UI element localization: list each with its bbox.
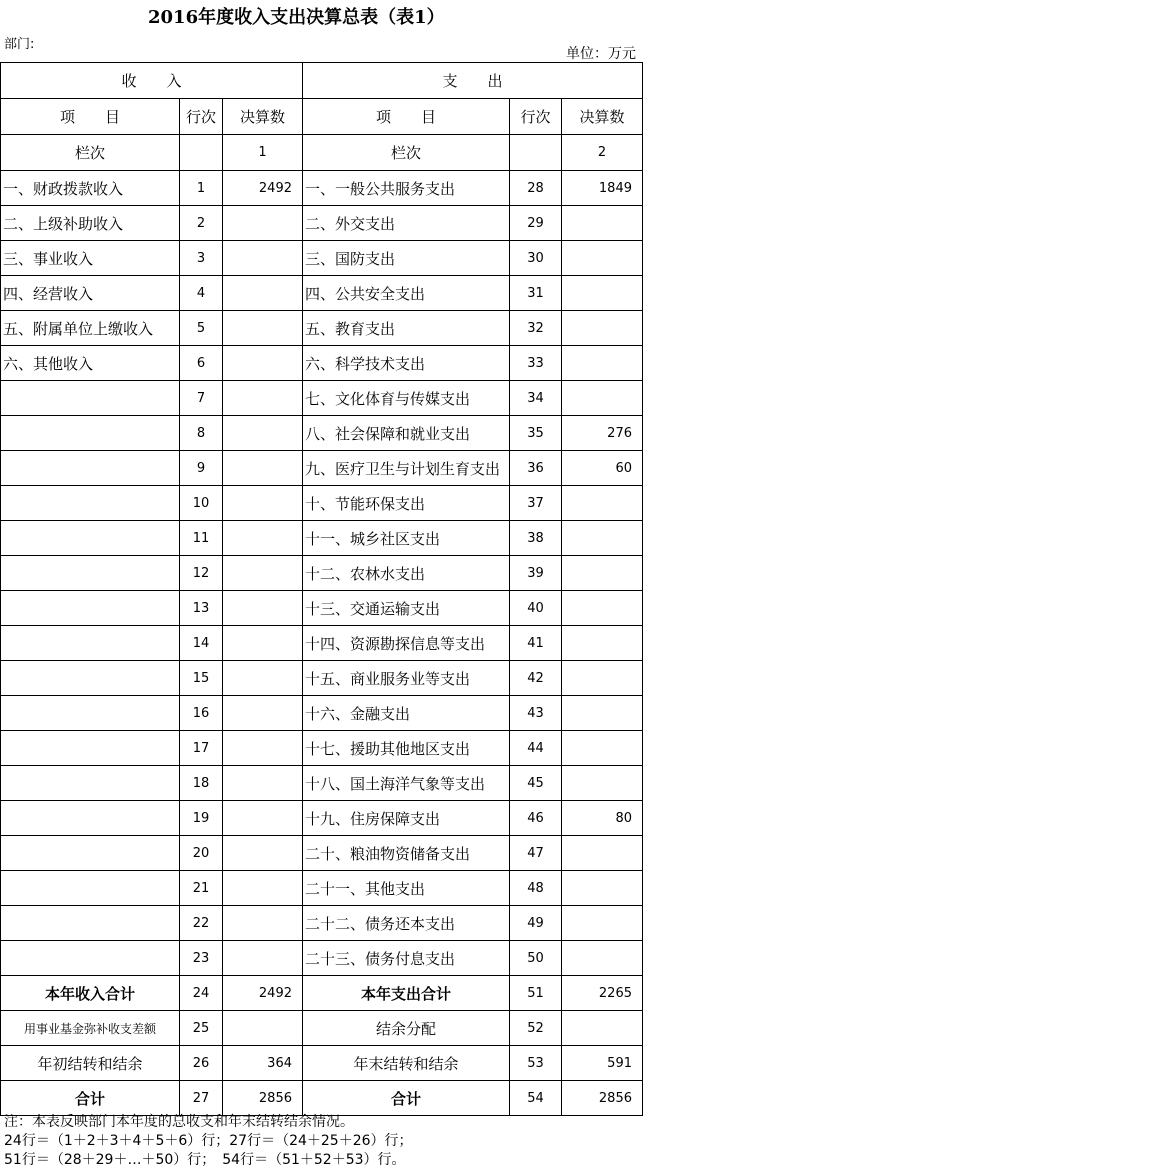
income-amount: [223, 521, 303, 556]
income-row-no: 3: [180, 241, 223, 276]
income-amount: [223, 801, 303, 836]
footnote-line: 注：本表反映部门本年度的总收支和年末结转结余情况。: [4, 1114, 354, 1130]
table-row: [1, 836, 643, 871]
income-amount: [223, 241, 303, 276]
expense-row-no: 40: [510, 591, 562, 626]
income-column-index-label: 栏次: [1, 135, 180, 171]
expense-row-no: 32: [510, 311, 562, 346]
income-row-no: 14: [180, 626, 223, 661]
income-row-no: 17: [180, 731, 223, 766]
expense-item: 十四、资源勘探信息等支出: [303, 626, 510, 661]
income-summary-row-no: 24: [180, 976, 223, 1011]
income-item: 一、财政拨款收入: [1, 171, 180, 206]
table-row: [1, 451, 643, 486]
table-row: [1, 591, 643, 626]
income-item: [1, 941, 180, 976]
expense-item: 四、公共安全支出: [303, 276, 510, 311]
income-item-header: 项 目: [1, 99, 180, 135]
expense-item: 十七、援助其他地区支出: [303, 731, 510, 766]
income-row-no: 15: [180, 661, 223, 696]
income-amount: [223, 661, 303, 696]
income-rowno-header: 行次: [180, 99, 223, 135]
expense-amount: [562, 556, 643, 591]
expense-row-no: 38: [510, 521, 562, 556]
income-item: [1, 836, 180, 871]
income-item: [1, 381, 180, 416]
expense-summary-amount: 2856: [562, 1081, 643, 1116]
summary-row: [1, 976, 643, 1011]
income-row-no: 4: [180, 276, 223, 311]
income-summary-item: 合计: [1, 1081, 180, 1116]
expense-row-no: 37: [510, 486, 562, 521]
income-item: 四、经营收入: [1, 276, 180, 311]
expense-summary-item: 本年支出合计: [303, 976, 510, 1011]
income-item: 三、事业收入: [1, 241, 180, 276]
income-summary-amount: 2856: [223, 1081, 303, 1116]
expense-row-no: 34: [510, 381, 562, 416]
income-summary-item: 年初结转和结余: [1, 1046, 180, 1081]
expense-summary-item: 年末结转和结余: [303, 1046, 510, 1081]
expense-section-header: 支 出: [303, 63, 643, 99]
expense-summary-row-no: 52: [510, 1011, 562, 1046]
expense-row-no: 39: [510, 556, 562, 591]
table-row: [1, 906, 643, 941]
expense-item: 二十、粮油物资储备支出: [303, 836, 510, 871]
income-item: [1, 556, 180, 591]
expense-row-no: 47: [510, 836, 562, 871]
income-row-no: 21: [180, 871, 223, 906]
income-column-index-blank: [180, 135, 223, 171]
expense-amount: 276: [562, 416, 643, 451]
income-item: [1, 801, 180, 836]
income-amount: [223, 836, 303, 871]
income-amount: [223, 206, 303, 241]
income-item: [1, 591, 180, 626]
expense-item: 九、医疗卫生与计划生育支出: [303, 451, 510, 486]
table-row: [1, 171, 643, 206]
income-row-no: 13: [180, 591, 223, 626]
expense-row-no: 31: [510, 276, 562, 311]
table-row: [1, 311, 643, 346]
table-row: [1, 276, 643, 311]
expense-row-no: 42: [510, 661, 562, 696]
income-amount: [223, 276, 303, 311]
department-label: 部门:: [4, 37, 35, 52]
expense-item: 十八、国土海洋气象等支出: [303, 766, 510, 801]
expense-amount: [562, 241, 643, 276]
expense-summary-amount: 591: [562, 1046, 643, 1081]
income-amount: [223, 451, 303, 486]
income-section-header: 收 入: [1, 63, 303, 99]
income-amount: [223, 626, 303, 661]
expense-amount: [562, 486, 643, 521]
expense-amount: [562, 381, 643, 416]
expense-amount: [562, 626, 643, 661]
income-row-no: 23: [180, 941, 223, 976]
expense-summary-amount: 2265: [562, 976, 643, 1011]
expense-item: 二十二、债务还本支出: [303, 906, 510, 941]
income-item: [1, 871, 180, 906]
income-summary-amount: 2492: [223, 976, 303, 1011]
table-row: [1, 871, 643, 906]
income-summary-row-no: 25: [180, 1011, 223, 1046]
expense-amount: [562, 941, 643, 976]
expense-amount-header: 决算数: [562, 99, 643, 135]
expense-item: 二、外交支出: [303, 206, 510, 241]
expense-summary-row-no: 53: [510, 1046, 562, 1081]
income-row-no: 6: [180, 346, 223, 381]
expense-item: 十五、商业服务业等支出: [303, 661, 510, 696]
expense-item: 七、文化体育与传媒支出: [303, 381, 510, 416]
income-amount: [223, 766, 303, 801]
income-item: [1, 451, 180, 486]
expense-item: 十一、城乡社区支出: [303, 521, 510, 556]
income-amount: [223, 906, 303, 941]
income-row-no: 11: [180, 521, 223, 556]
table-row: [1, 941, 643, 976]
footnote-line: 24行＝（1＋2＋3＋4＋5＋6）行；27行＝（24＋25＋26）行；: [4, 1133, 413, 1149]
income-row-no: 19: [180, 801, 223, 836]
income-row-no: 12: [180, 556, 223, 591]
income-row-no: 2: [180, 206, 223, 241]
expense-summary-amount: [562, 1011, 643, 1046]
income-amount-header: 决算数: [223, 99, 303, 135]
income-row-no: 8: [180, 416, 223, 451]
income-summary-item: 用事业基金弥补收支差额: [1, 1011, 180, 1046]
expense-item: 一、一般公共服务支出: [303, 171, 510, 206]
expense-summary-row-no: 51: [510, 976, 562, 1011]
income-amount: [223, 486, 303, 521]
income-item: [1, 486, 180, 521]
expense-amount: 80: [562, 801, 643, 836]
table-row: [1, 241, 643, 276]
income-item: [1, 416, 180, 451]
income-item: [1, 731, 180, 766]
expense-column-index: 2: [562, 135, 643, 171]
expense-row-no: 49: [510, 906, 562, 941]
expense-row-no: 44: [510, 731, 562, 766]
table-row: [1, 416, 643, 451]
table-row: [1, 556, 643, 591]
expense-item: 五、教育支出: [303, 311, 510, 346]
table-row: [1, 206, 643, 241]
table-row: [1, 731, 643, 766]
expense-amount: 1849: [562, 171, 643, 206]
expense-amount: [562, 206, 643, 241]
expense-amount: [562, 906, 643, 941]
table-row: [1, 626, 643, 661]
income-item: [1, 696, 180, 731]
income-amount: [223, 556, 303, 591]
expense-column-index-blank: [510, 135, 562, 171]
income-summary-amount: [223, 1011, 303, 1046]
expense-amount: [562, 521, 643, 556]
income-summary-row-no: 27: [180, 1081, 223, 1116]
expense-summary-row-no: 54: [510, 1081, 562, 1116]
expense-item: 十九、住房保障支出: [303, 801, 510, 836]
income-amount: [223, 311, 303, 346]
expense-row-no: 36: [510, 451, 562, 486]
income-item: 二、上级补助收入: [1, 206, 180, 241]
expense-amount: [562, 766, 643, 801]
footnotes: [4, 1113, 413, 1170]
income-row-no: 22: [180, 906, 223, 941]
expense-amount: [562, 871, 643, 906]
expense-row-no: 45: [510, 766, 562, 801]
expense-amount: [562, 696, 643, 731]
expense-column-index-label: 栏次: [303, 135, 510, 171]
table-row: [1, 521, 643, 556]
summary-row: [1, 1046, 643, 1081]
income-row-no: 7: [180, 381, 223, 416]
income-item: [1, 906, 180, 941]
expense-amount: [562, 276, 643, 311]
income-amount: [223, 696, 303, 731]
income-row-no: 5: [180, 311, 223, 346]
page-title: 2016年度收入支出决算总表（表1）: [148, 7, 445, 28]
income-row-no: 20: [180, 836, 223, 871]
expense-summary-item: 合计: [303, 1081, 510, 1116]
expense-amount: [562, 311, 643, 346]
table-row: [1, 346, 643, 381]
expense-item: 十、节能环保支出: [303, 486, 510, 521]
table-row: [1, 801, 643, 836]
income-item: 六、其他收入: [1, 346, 180, 381]
income-row-no: 9: [180, 451, 223, 486]
summary-row: [1, 1081, 643, 1116]
expense-item: 二十一、其他支出: [303, 871, 510, 906]
income-item: [1, 626, 180, 661]
summary-row: [1, 1011, 643, 1046]
income-summary-row-no: 26: [180, 1046, 223, 1081]
income-amount: [223, 941, 303, 976]
unit-label: 单位：万元: [566, 46, 636, 62]
income-amount: [223, 381, 303, 416]
income-item: [1, 661, 180, 696]
income-row-no: 16: [180, 696, 223, 731]
income-summary-amount: 364: [223, 1046, 303, 1081]
income-amount: [223, 346, 303, 381]
income-amount: [223, 591, 303, 626]
expense-row-no: 30: [510, 241, 562, 276]
expense-row-no: 48: [510, 871, 562, 906]
income-summary-item: 本年收入合计: [1, 976, 180, 1011]
expense-item: 十三、交通运输支出: [303, 591, 510, 626]
income-amount: [223, 871, 303, 906]
expense-row-no: 46: [510, 801, 562, 836]
table-row: [1, 661, 643, 696]
table-row: [1, 486, 643, 521]
income-item: [1, 521, 180, 556]
expense-item: 六、科学技术支出: [303, 346, 510, 381]
expense-row-no: 35: [510, 416, 562, 451]
income-item: 五、附属单位上缴收入: [1, 311, 180, 346]
income-row-no: 18: [180, 766, 223, 801]
expense-summary-item: 结余分配: [303, 1011, 510, 1046]
expense-row-no: 50: [510, 941, 562, 976]
expense-item: 二十三、债务付息支出: [303, 941, 510, 976]
expense-item: 三、国防支出: [303, 241, 510, 276]
income-amount: [223, 416, 303, 451]
expense-amount: 60: [562, 451, 643, 486]
expense-item: 八、社会保障和就业支出: [303, 416, 510, 451]
expense-amount: [562, 591, 643, 626]
expense-rowno-header: 行次: [510, 99, 562, 135]
expense-row-no: 41: [510, 626, 562, 661]
income-amount: 2492: [223, 171, 303, 206]
expense-amount: [562, 346, 643, 381]
income-row-no: 10: [180, 486, 223, 521]
expense-item-header: 项 目: [303, 99, 510, 135]
income-row-no: 1: [180, 171, 223, 206]
income-column-index: 1: [223, 135, 303, 171]
income-amount: [223, 731, 303, 766]
budget-table: [0, 62, 643, 1116]
income-item: [1, 766, 180, 801]
table-row: [1, 381, 643, 416]
expense-amount: [562, 731, 643, 766]
expense-row-no: 43: [510, 696, 562, 731]
expense-row-no: 28: [510, 171, 562, 206]
table-row: [1, 766, 643, 801]
expense-row-no: 29: [510, 206, 562, 241]
expense-amount: [562, 836, 643, 871]
expense-amount: [562, 661, 643, 696]
table-row: [1, 696, 643, 731]
expense-item: 十六、金融支出: [303, 696, 510, 731]
expense-row-no: 33: [510, 346, 562, 381]
expense-item: 十二、农林水支出: [303, 556, 510, 591]
footnote-line: 51行＝（28＋29＋…＋50）行； 54行＝（51＋52＋53）行。: [4, 1152, 406, 1168]
